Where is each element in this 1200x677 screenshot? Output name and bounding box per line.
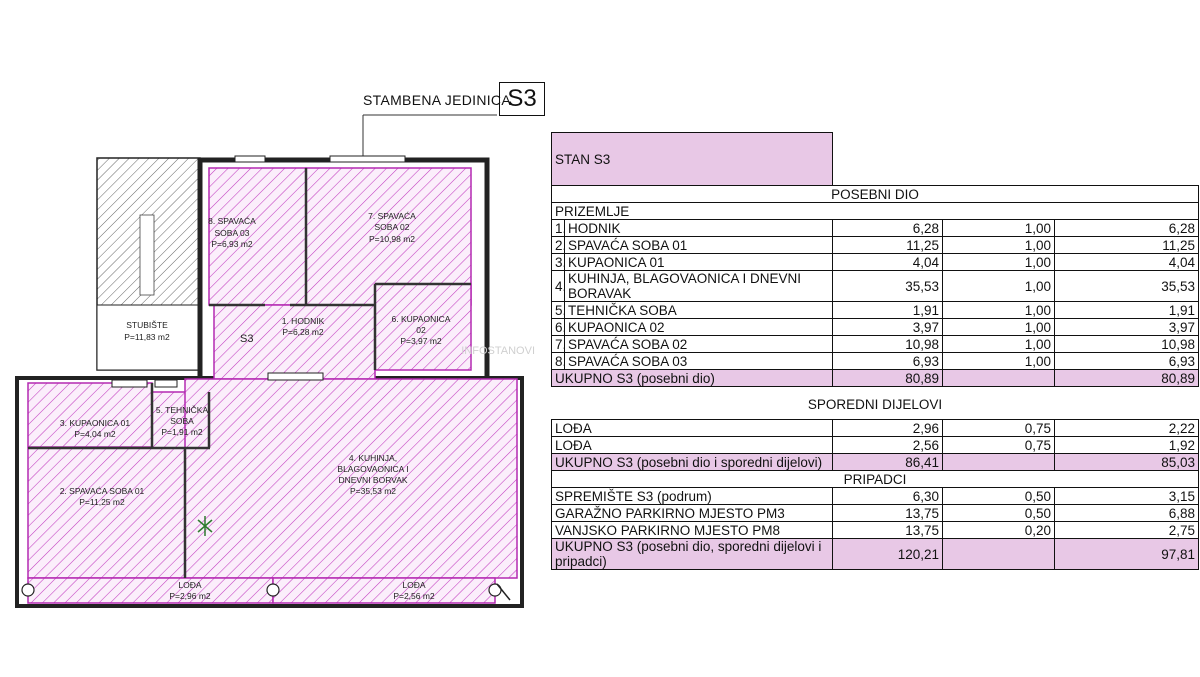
table-cell: 35,53 — [833, 271, 943, 302]
room-1-area: P=6,28 m2 — [282, 327, 324, 337]
subtotal-posebni-row — [552, 370, 1199, 387]
table-cell: LOĐA — [552, 437, 833, 454]
section-sporedni-row — [552, 393, 1199, 415]
table-cell: 2,22 — [1055, 420, 1199, 437]
loggia-1-fill — [28, 578, 273, 603]
table-cell: TEHNIČKA SOBA — [565, 302, 833, 319]
section-prizemlje-row — [552, 203, 1199, 220]
table-cell: 0,75 — [943, 420, 1055, 437]
unit-title-label: STAMBENA JEDINICA — [363, 92, 511, 108]
table-cell: 6,93 — [1055, 353, 1199, 370]
table-cell: 5. — [552, 302, 565, 319]
table-cell: 3. — [552, 254, 565, 271]
floor-plan — [0, 0, 550, 677]
table-cell: 0,75 — [943, 437, 1055, 454]
room-4-name: 4. KUHINJA, — [348, 453, 398, 463]
table-cell: 85,03 — [1055, 454, 1199, 471]
table-cell: KUPAONICA 02 — [565, 319, 833, 336]
table-cell: UKUPNO S3 (posebni dio) — [552, 370, 833, 387]
stair-area: P=11,83 m2 — [124, 332, 170, 342]
table-cell: 13,75 — [833, 522, 943, 539]
table-cell: 4,04 — [1055, 254, 1199, 271]
room-2-fill — [28, 448, 185, 578]
room-5-area: P=1,91 m2 — [161, 427, 203, 437]
table-title: STAN S3 — [552, 133, 833, 186]
table-cell: 2,56 — [833, 437, 943, 454]
table-title-row — [552, 133, 1199, 186]
section-posebni-row — [552, 186, 1199, 203]
table-cell: KUPAONICA 01 — [565, 254, 833, 271]
room-7-name: 7. SPAVAĆA — [368, 211, 416, 221]
room-3-area: P=4,04 m2 — [74, 429, 116, 439]
table-cell: 1,91 — [1055, 302, 1199, 319]
loggia-2-fill — [273, 578, 495, 603]
table-cell: VANJSKO PARKIRNO MJESTO PM8 — [552, 522, 833, 539]
table-cell: 3,97 — [1055, 319, 1199, 336]
table-cell: 0,50 — [943, 488, 1055, 505]
table-cell: 86,41 — [833, 454, 943, 471]
table-cell: 11,25 — [833, 237, 943, 254]
table-row — [552, 437, 1199, 454]
room-4-name2: BLAGOVAONICA I — [337, 464, 409, 474]
table-cell: 0,50 — [943, 505, 1055, 522]
table-row — [552, 220, 1199, 237]
section-sporedni: SPOREDNI DIJELOVI — [807, 396, 943, 412]
table-row — [552, 254, 1199, 271]
table-row — [552, 488, 1199, 505]
section-pripadci-row — [552, 471, 1199, 488]
table-cell: 1,91 — [833, 302, 943, 319]
table-cell: 35,53 — [1055, 271, 1199, 302]
total-row — [552, 539, 1199, 570]
room-8-name2: SOBA 03 — [214, 228, 250, 238]
table-cell: SPAVAĆA SOBA 01 — [565, 237, 833, 254]
table-row — [552, 336, 1199, 353]
table-cell: 1,00 — [943, 319, 1055, 336]
table-cell: 1,00 — [943, 302, 1055, 319]
room-4-name3: DNEVNI BORVAK — [338, 475, 408, 485]
room-7-name2: SOBA 02 — [374, 222, 410, 232]
table-row — [552, 271, 1199, 302]
section-pripadci: PRIPADCI — [552, 471, 1199, 488]
stair-name: STUBIŠTE — [126, 320, 168, 330]
table-cell: 3,15 — [1055, 488, 1199, 505]
table-cell: 1,00 — [943, 237, 1055, 254]
table-cell: UKUPNO S3 (posebni dio i sporedni dijelovi) — [552, 454, 833, 471]
table-cell: KUHINJA, BLAGOVAONICA I DNEVNI BORAVAK — [565, 271, 833, 302]
table-cell: GARAŽNO PARKIRNO MJESTO PM3 — [552, 505, 833, 522]
loggia-2-area: P=2,56 m2 — [393, 591, 435, 601]
section-posebni: POSEBNI DIO — [552, 186, 1199, 203]
table-cell: 120,21 — [833, 539, 943, 570]
room-1-name: 1. HODNIK — [281, 316, 325, 326]
table-cell: HODNIK — [565, 220, 833, 237]
table-cell: 10,98 — [833, 336, 943, 353]
room-2-area: P=11,25 m2 — [79, 497, 125, 507]
table-cell: 6,28 — [1055, 220, 1199, 237]
table-cell: 8. — [552, 353, 565, 370]
table-cell: 7. — [552, 336, 565, 353]
loggia-1-area: P=2,96 m2 — [169, 591, 211, 601]
table-cell: 1,00 — [943, 271, 1055, 302]
room-6-name: 6. KUPAONICA — [391, 314, 451, 324]
table-cell: SPREMIŠTE S3 (podrum) — [552, 488, 833, 505]
table-cell: 2,96 — [833, 420, 943, 437]
room-4-area: P=35,53 m2 — [349, 486, 397, 496]
table-cell: 1,92 — [1055, 437, 1199, 454]
table-cell: 1,00 — [943, 220, 1055, 237]
table-row — [552, 237, 1199, 254]
table-cell: 80,89 — [833, 370, 943, 387]
table-cell: 11,25 — [1055, 237, 1199, 254]
table-row — [552, 522, 1199, 539]
loggia-2-name: LOĐA — [402, 580, 426, 590]
table-cell — [833, 133, 1199, 186]
table-row — [552, 353, 1199, 370]
table-cell: 4. — [552, 271, 565, 302]
table-cell: 0,20 — [943, 522, 1055, 539]
table-cell: 1,00 — [943, 336, 1055, 353]
table-cell: SPAVAĆA SOBA 03 — [565, 353, 833, 370]
area-table — [551, 132, 1199, 570]
room-6-area: P=3,97 m2 — [400, 336, 442, 346]
table-cell — [943, 539, 1055, 570]
table-cell — [943, 370, 1055, 387]
table-row — [552, 420, 1199, 437]
room-5-name2: SOBA — [170, 416, 194, 426]
table-cell: 6,88 — [1055, 505, 1199, 522]
room-6-name2: 02 — [416, 325, 426, 335]
unit-code-box: S3 — [499, 82, 545, 116]
unit-label: S3 — [240, 333, 254, 345]
table-cell: 1. — [552, 220, 565, 237]
room-2-name: 2. SPAVAĆA SOBA 01 — [59, 486, 145, 496]
table-cell: UKUPNO S3 (posebni dio, sporedni dijelovi i pripadci) — [552, 539, 833, 570]
table-cell: 80,89 — [1055, 370, 1199, 387]
table-cell: 4,04 — [833, 254, 943, 271]
subtotal-sporedni-row — [552, 454, 1199, 471]
table-cell: LOĐA — [552, 420, 833, 437]
room-8-area: P=6,93 m2 — [211, 239, 253, 249]
table-row — [552, 505, 1199, 522]
table-cell: 6,28 — [833, 220, 943, 237]
table-cell: 3,97 — [833, 319, 943, 336]
watermark-text: INFOSTANOVI — [461, 345, 535, 357]
table-cell: 2. — [552, 237, 565, 254]
table-cell: 97,81 — [1055, 539, 1199, 570]
table-cell: 1,00 — [943, 254, 1055, 271]
table-cell: 6. — [552, 319, 565, 336]
table-cell: 6,93 — [833, 353, 943, 370]
table-cell: 13,75 — [833, 505, 943, 522]
room-3-name: 3. KUPAONICA 01 — [59, 418, 131, 428]
table-cell: SPAVAĆA SOBA 02 — [565, 336, 833, 353]
table-cell: 1,00 — [943, 353, 1055, 370]
table-row — [552, 302, 1199, 319]
table-row — [552, 319, 1199, 336]
room-7-area: P=10,98 m2 — [368, 234, 416, 244]
table-cell: 6,30 — [833, 488, 943, 505]
table-cell — [943, 454, 1055, 471]
room-8-name: 8. SPAVAĆA — [208, 216, 256, 226]
room-5-name: 5. TEHNIČKA — [155, 405, 209, 415]
table-cell: 10,98 — [1055, 336, 1199, 353]
loggia-1-name: LOĐA — [178, 580, 202, 590]
section-prizemlje: PRIZEMLJE — [552, 203, 1199, 220]
table-cell: 2,75 — [1055, 522, 1199, 539]
